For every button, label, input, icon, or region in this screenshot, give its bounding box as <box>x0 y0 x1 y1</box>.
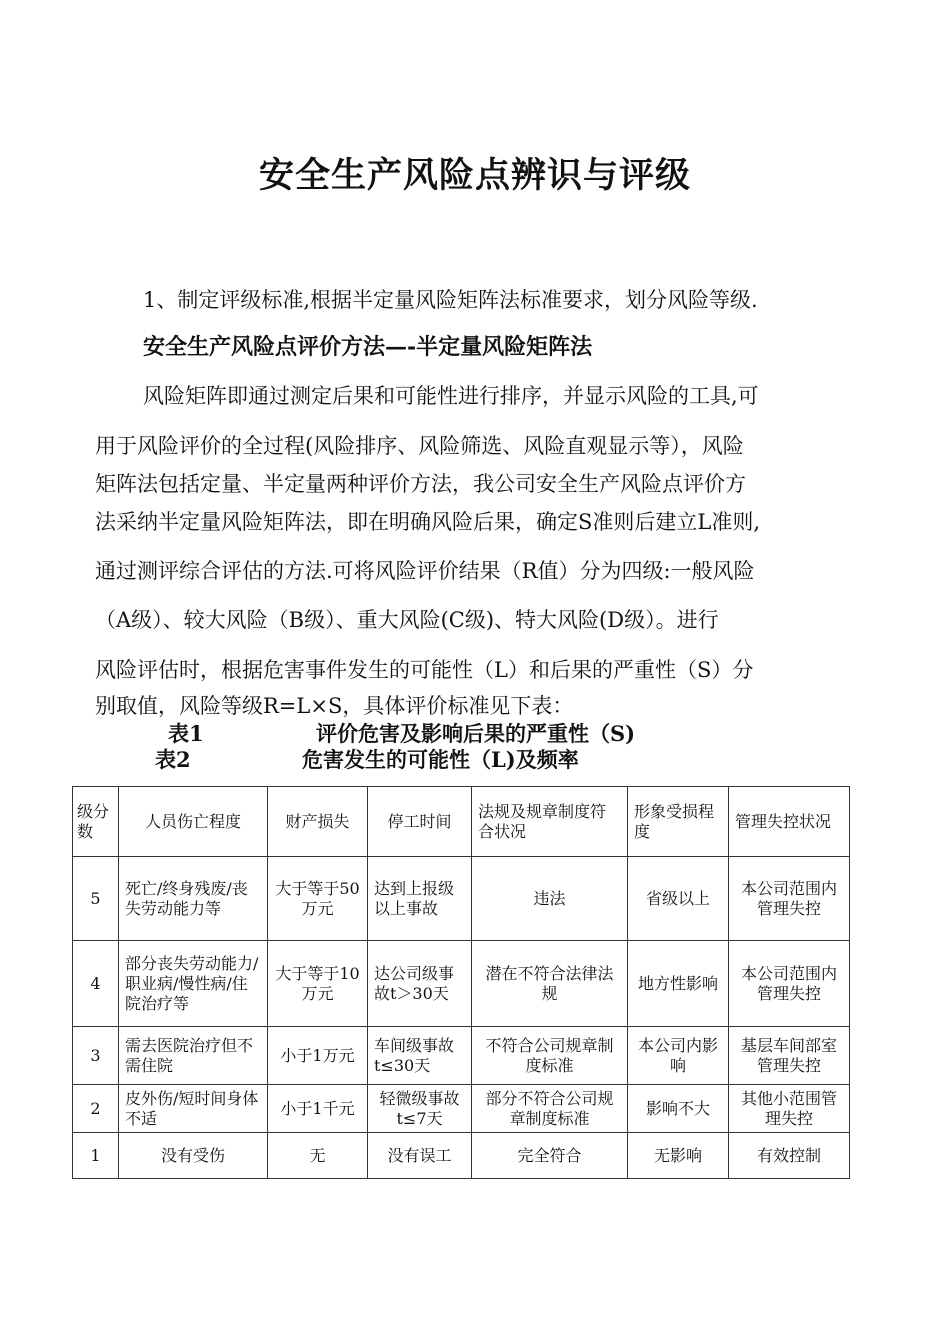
paragraph-line: 矩阵法包括定量、半定量两种评价方法，我公司安全生产风险点评价方 <box>95 472 746 496</box>
level-cell: 5 <box>73 857 119 941</box>
table-row <box>73 1133 850 1179</box>
table-row <box>73 1027 850 1085</box>
header-cell: 形象受损程度 <box>628 787 729 857</box>
table-cell: 车间级事故t≤30天 <box>368 1027 472 1085</box>
header-cell: 管理失控状况 <box>729 787 850 857</box>
table-cell: 死亡/终身残废/丧失劳动能力等 <box>119 857 268 941</box>
paragraph-line: 用于风险评价的全过程(风险排序、风险筛选、风险直观显示等），风险 <box>95 434 744 458</box>
table-cell: 地方性影响 <box>628 941 729 1027</box>
paragraph-line: 风险矩阵即通过测定后果和可能性进行排序，并显示风险的工具,可 <box>143 384 759 408</box>
table-cell: 不符合公司规章制度标准 <box>472 1027 628 1085</box>
method-heading: 安全生产风险点评价方法—-半定量风险矩阵法 <box>143 334 593 360</box>
paragraph-line: 通过测评综合评估的方法.可将风险评价结果（R值）分为四级:一般风险 <box>95 559 755 583</box>
header-cell: 级分数 <box>73 787 119 857</box>
table-row <box>73 1085 850 1133</box>
page-title: 安全生产风险点辨识与评级 <box>258 155 691 196</box>
table-cell: 大于等于10万元 <box>268 941 368 1027</box>
table-cell: 小于1万元 <box>268 1027 368 1085</box>
table-cell: 达公司级事故t＞30天 <box>368 941 472 1027</box>
table-cell: 需去医院治疗但不需住院 <box>119 1027 268 1085</box>
paragraph-line: 别取值，风险等级R=L×S，具体评价标准见下表： <box>95 694 574 718</box>
table-cell: 基层车间部室管理失控 <box>729 1027 850 1085</box>
table-header-row <box>73 787 850 857</box>
intro-line: 1、制定评级标准,根据半定量风险矩阵法标准要求，划分风险等级. <box>143 288 758 312</box>
header-cell: 法规及规章制度符合状况 <box>472 787 628 857</box>
header-cell: 人员伤亡程度 <box>119 787 268 857</box>
paragraph-line: （A级）、较大风险（B级）、重大风险(C级)、特大风险(D级）。进行 <box>95 608 719 632</box>
table1-caption: 评价危害及影响后果的严重性（S) <box>316 721 636 746</box>
table-cell: 部分丧失劳动能力/职业病/慢性病/住院治疗等 <box>119 941 268 1027</box>
table-cell: 本公司范围内管理失控 <box>729 857 850 941</box>
table-cell: 潜在不符合法律法规 <box>472 941 628 1027</box>
table-cell: 达到上报级以上事故 <box>368 857 472 941</box>
table-cell: 大于等于50万元 <box>268 857 368 941</box>
table-cell: 部分不符合公司规章制度标准 <box>472 1085 628 1133</box>
table-cell: 无 <box>268 1133 368 1179</box>
table-cell: 无影响 <box>628 1133 729 1179</box>
table-cell: 没有误工 <box>368 1133 472 1179</box>
table-cell: 影响不大 <box>628 1085 729 1133</box>
table1-label: 表1 <box>168 721 204 746</box>
table-cell: 本公司内影响 <box>628 1027 729 1085</box>
table-row <box>73 941 850 1027</box>
level-cell: 4 <box>73 941 119 1027</box>
table2-caption: 危害发生的可能性（L)及频率 <box>302 747 579 772</box>
table2-label: 表2 <box>155 747 191 772</box>
paragraph-line: 风险评估时，根据危害事件发生的可能性（L）和后果的严重性（S）分 <box>95 658 754 682</box>
header-cell: 停工时间 <box>368 787 472 857</box>
table-cell: 小于1千元 <box>268 1085 368 1133</box>
table-cell: 没有受伤 <box>119 1133 268 1179</box>
table-cell: 省级以上 <box>628 857 729 941</box>
level-cell: 2 <box>73 1085 119 1133</box>
table-cell: 其他小范围管理失控 <box>729 1085 850 1133</box>
table-cell: 本公司范围内管理失控 <box>729 941 850 1027</box>
table-cell: 轻微级事故t≤7天 <box>368 1085 472 1133</box>
table-cell: 完全符合 <box>472 1133 628 1179</box>
table-cell: 有效控制 <box>729 1133 850 1179</box>
header-cell: 财产损失 <box>268 787 368 857</box>
table-cell: 皮外伤/短时间身体不适 <box>119 1085 268 1133</box>
paragraph-line: 法采纳半定量风险矩阵法，即在明确风险后果，确定S准则后建立L准则, <box>95 510 761 534</box>
table-cell: 违法 <box>472 857 628 941</box>
level-cell: 1 <box>73 1133 119 1179</box>
table-row <box>73 857 850 941</box>
level-cell: 3 <box>73 1027 119 1085</box>
severity-table <box>72 786 850 1179</box>
